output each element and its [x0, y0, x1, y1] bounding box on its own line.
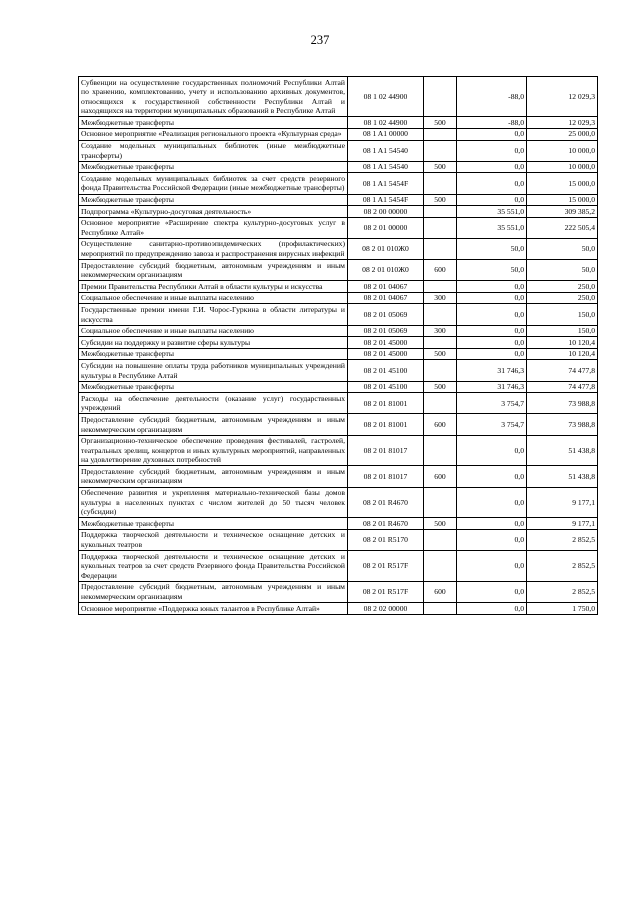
target-code-cell: 08 2 01 45000 [348, 348, 424, 360]
target-code-cell: 08 2 00 00000 [348, 206, 424, 218]
target-code-cell: 08 1 A1 00000 [348, 128, 424, 140]
amount-change-cell: 0,0 [457, 304, 527, 325]
expense-type-cell: 500 [424, 518, 457, 530]
amount-change-cell: 3 754,7 [457, 393, 527, 414]
table-row [79, 161, 598, 173]
page-number: 237 [310, 33, 330, 47]
item-name-cell: Социальное обеспечение и иные выплаты населению [79, 325, 348, 337]
expense-type-cell: 300 [424, 292, 457, 304]
expense-type-cell: 500 [424, 348, 457, 360]
amount-change-cell: 0,0 [457, 281, 527, 293]
target-code-cell: 08 2 01 81017 [348, 435, 424, 466]
amount-total-cell: 15 000,0 [527, 173, 598, 194]
table-row [79, 304, 598, 325]
expense-type-cell: 500 [424, 381, 457, 393]
item-name-cell: Основное мероприятие «Поддержка юных талантов в Республике Алтай» [79, 603, 348, 615]
item-name-cell: Социальное обеспечение и иные выплаты населению [79, 292, 348, 304]
target-code-cell: 08 2 01 04067 [348, 292, 424, 304]
amount-change-cell: 0,0 [457, 466, 527, 487]
expense-type-cell: 600 [424, 581, 457, 602]
amount-total-cell: 10 000,0 [527, 161, 598, 173]
target-code-cell: 08 1 A1 54540 [348, 161, 424, 173]
expense-type-cell [424, 529, 457, 550]
item-name-cell: Межбюджетные трансферты [79, 117, 348, 129]
target-code-cell: 08 1 A1 5454F [348, 194, 424, 206]
table-row [79, 77, 598, 117]
amount-total-cell: 74 477,8 [527, 381, 598, 393]
amount-total-cell: 250,0 [527, 281, 598, 293]
item-name-cell: Межбюджетные трансферты [79, 194, 348, 206]
target-code-cell: 08 2 01 010Ж0 [348, 238, 424, 259]
expense-type-cell [424, 128, 457, 140]
expense-type-cell [424, 337, 457, 349]
amount-total-cell: 25 000,0 [527, 128, 598, 140]
item-name-cell: Поддержка творческой деятельности и техническое оснащение детских и кукольных театров за счет средств Резервного фонда Правительства Российской Федерации [79, 551, 348, 582]
amount-change-cell: 3 754,7 [457, 414, 527, 435]
target-code-cell: 08 2 01 45100 [348, 381, 424, 393]
item-name-cell: Межбюджетные трансферты [79, 518, 348, 530]
expense-type-cell [424, 435, 457, 466]
amount-change-cell: 50,0 [457, 260, 527, 281]
table-row [79, 238, 598, 259]
amount-change-cell: 31 746,3 [457, 360, 527, 381]
amount-total-cell: 222 505,4 [527, 217, 598, 238]
amount-total-cell: 9 177,1 [527, 487, 598, 518]
table-row [79, 603, 598, 615]
table-row [79, 206, 598, 218]
target-code-cell: 08 2 01 R517F [348, 581, 424, 602]
table-row [79, 292, 598, 304]
amount-change-cell: 31 746,3 [457, 381, 527, 393]
amount-change-cell: 50,0 [457, 238, 527, 259]
amount-change-cell: 0,0 [457, 128, 527, 140]
amount-total-cell: 12 029,3 [527, 117, 598, 129]
item-name-cell: Предоставление субсидий бюджетным, автономным учреждениям и иным некоммерческим организациям [79, 581, 348, 602]
amount-total-cell: 50,0 [527, 260, 598, 281]
expense-type-cell [424, 281, 457, 293]
target-code-cell: 08 2 01 81001 [348, 414, 424, 435]
item-name-cell: Обеспечение развития и укрепления материально-технической базы домов культуры в населенных пунктах с числом жителей до 50 тысяч человек (субсидии) [79, 487, 348, 518]
table-row [79, 435, 598, 466]
target-code-cell: 08 1 02 44900 [348, 117, 424, 129]
target-code-cell: 08 2 01 00000 [348, 217, 424, 238]
item-name-cell: Организационно-техническое обеспечение проведения фестивалей, гастролей, театральных зрелищ, концертов и иных культурных мероприятий, направленных на удовлетворение духовных потребностей [79, 435, 348, 466]
amount-total-cell: 150,0 [527, 304, 598, 325]
item-name-cell: Создание модельных муниципальных библиотек за счет средств резервного фонда Правительства Российской Федерации (иные межбюджетные трансферты) [79, 173, 348, 194]
expense-type-cell [424, 217, 457, 238]
amount-total-cell: 51 438,8 [527, 435, 598, 466]
item-name-cell: Предоставление субсидий бюджетным, автономным учреждениям и иным некоммерческим организациям [79, 466, 348, 487]
table-row [79, 281, 598, 293]
table-row [79, 381, 598, 393]
amount-total-cell: 74 477,8 [527, 360, 598, 381]
target-code-cell: 08 2 01 81001 [348, 393, 424, 414]
item-name-cell: Предоставление субсидий бюджетным, автономным учреждениям и иным некоммерческим организациям [79, 260, 348, 281]
table-row [79, 581, 598, 602]
amount-change-cell: 0,0 [457, 603, 527, 615]
table-row [79, 518, 598, 530]
amount-change-cell: -88,0 [457, 117, 527, 129]
item-name-cell: Поддержка творческой деятельности и техническое оснащение детских и кукольных театров [79, 529, 348, 550]
amount-total-cell: 73 988,8 [527, 414, 598, 435]
amount-total-cell: 10 120,4 [527, 337, 598, 349]
table-row [79, 348, 598, 360]
expense-type-cell: 600 [424, 466, 457, 487]
item-name-cell: Создание модельных муниципальных библиотек (иные межбюджетные трансферты) [79, 140, 348, 161]
table-row [79, 173, 598, 194]
expense-type-cell [424, 140, 457, 161]
item-name-cell: Основное мероприятие «Реализация регионального проекта «Культурная среда» [79, 128, 348, 140]
amount-total-cell: 12 029,3 [527, 77, 598, 117]
table-row [79, 260, 598, 281]
amount-change-cell: 0,0 [457, 518, 527, 530]
amount-change-cell: 0,0 [457, 551, 527, 582]
table-row [79, 128, 598, 140]
amount-change-cell: 0,0 [457, 194, 527, 206]
amount-total-cell: 1 750,0 [527, 603, 598, 615]
table-row [79, 551, 598, 582]
expense-type-cell: 500 [424, 117, 457, 129]
amount-total-cell: 50,0 [527, 238, 598, 259]
expense-type-cell [424, 551, 457, 582]
item-name-cell: Субсидии на повышение оплаты труда работников муниципальных учреждений культуры в Республике Алтай [79, 360, 348, 381]
target-code-cell: 08 2 02 00000 [348, 603, 424, 615]
budget-table-body [79, 77, 598, 615]
target-code-cell: 08 2 01 05069 [348, 304, 424, 325]
amount-total-cell: 250,0 [527, 292, 598, 304]
table-row [79, 194, 598, 206]
budget-table [78, 76, 598, 615]
table-row [79, 487, 598, 518]
amount-total-cell: 2 852,5 [527, 551, 598, 582]
expense-type-cell: 500 [424, 194, 457, 206]
target-code-cell: 08 2 01 45000 [348, 337, 424, 349]
amount-total-cell: 73 988,8 [527, 393, 598, 414]
target-code-cell: 08 2 01 R4670 [348, 487, 424, 518]
expense-type-cell [424, 393, 457, 414]
amount-change-cell: 0,0 [457, 581, 527, 602]
target-code-cell: 08 1 02 44900 [348, 77, 424, 117]
amount-change-cell: 0,0 [457, 292, 527, 304]
target-code-cell: 08 2 01 81017 [348, 466, 424, 487]
amount-change-cell: 0,0 [457, 140, 527, 161]
amount-change-cell: 0,0 [457, 348, 527, 360]
target-code-cell: 08 2 01 010Ж0 [348, 260, 424, 281]
amount-change-cell: 0,0 [457, 161, 527, 173]
amount-change-cell: 35 551,0 [457, 217, 527, 238]
amount-total-cell: 15 000,0 [527, 194, 598, 206]
item-name-cell: Осуществление санитарно-противоэпидемических (профилактических) мероприятий по предупреждению завоза и распространения вирусных инфекций [79, 238, 348, 259]
item-name-cell: Субвенции на осуществление государственных полномочий Республики Алтай по хранению, комплектованию, учету и использованию архивных документов, относящихся к государственной собственности Республики Алтай и находящихся на территории муниципальных образований в Республике Алтай [79, 77, 348, 117]
table-row [79, 337, 598, 349]
amount-total-cell: 10 000,0 [527, 140, 598, 161]
item-name-cell: Премии Правительства Республики Алтай в области культуры и искусства [79, 281, 348, 293]
target-code-cell: 08 2 01 45100 [348, 360, 424, 381]
item-name-cell: Межбюджетные трансферты [79, 161, 348, 173]
amount-total-cell: 2 852,5 [527, 529, 598, 550]
amount-change-cell: 0,0 [457, 173, 527, 194]
amount-total-cell: 10 120,4 [527, 348, 598, 360]
expense-type-cell: 300 [424, 325, 457, 337]
table-row [79, 140, 598, 161]
target-code-cell: 08 1 A1 54540 [348, 140, 424, 161]
expense-type-cell [424, 173, 457, 194]
amount-change-cell: 0,0 [457, 337, 527, 349]
expense-type-cell: 600 [424, 260, 457, 281]
amount-total-cell: 150,0 [527, 325, 598, 337]
expense-type-cell [424, 304, 457, 325]
item-name-cell: Расходы на обеспечение деятельности (оказание услуг) государственных учреждений [79, 393, 348, 414]
item-name-cell: Государственные премии имени Г.И. Чорос-Гуркина в области литературы и искусства [79, 304, 348, 325]
amount-total-cell: 51 438,8 [527, 466, 598, 487]
amount-change-cell: 35 551,0 [457, 206, 527, 218]
expense-type-cell: 500 [424, 161, 457, 173]
expense-type-cell [424, 487, 457, 518]
table-row [79, 529, 598, 550]
item-name-cell: Межбюджетные трансферты [79, 381, 348, 393]
target-code-cell: 08 2 01 R517F [348, 551, 424, 582]
amount-change-cell: -88,0 [457, 77, 527, 117]
amount-change-cell: 0,0 [457, 529, 527, 550]
table-row [79, 393, 598, 414]
amount-change-cell: 0,0 [457, 435, 527, 466]
expense-type-cell [424, 360, 457, 381]
amount-total-cell: 9 177,1 [527, 518, 598, 530]
amount-change-cell: 0,0 [457, 487, 527, 518]
table-row [79, 414, 598, 435]
target-code-cell: 08 2 01 05069 [348, 325, 424, 337]
table-row [79, 466, 598, 487]
item-name-cell: Основное мероприятие «Расширение спектра культурно-досуговых услуг в Республике Алтай» [79, 217, 348, 238]
item-name-cell: Подпрограмма «Культурно-досуговая деятельность» [79, 206, 348, 218]
table-row [79, 117, 598, 129]
target-code-cell: 08 2 01 R5170 [348, 529, 424, 550]
amount-change-cell: 0,0 [457, 325, 527, 337]
table-row [79, 217, 598, 238]
amount-total-cell: 2 852,5 [527, 581, 598, 602]
expense-type-cell [424, 77, 457, 117]
amount-total-cell: 309 385,2 [527, 206, 598, 218]
table-row [79, 325, 598, 337]
expense-type-cell [424, 238, 457, 259]
target-code-cell: 08 2 01 04067 [348, 281, 424, 293]
expense-type-cell: 600 [424, 414, 457, 435]
item-name-cell: Предоставление субсидий бюджетным, автономным учреждениям и иным некоммерческим организациям [79, 414, 348, 435]
item-name-cell: Субсидии на поддержку и развитие сферы культуры [79, 337, 348, 349]
expense-type-cell [424, 603, 457, 615]
target-code-cell: 08 1 A1 5454F [348, 173, 424, 194]
target-code-cell: 08 2 01 R4670 [348, 518, 424, 530]
table-row [79, 360, 598, 381]
item-name-cell: Межбюджетные трансферты [79, 348, 348, 360]
expense-type-cell [424, 206, 457, 218]
